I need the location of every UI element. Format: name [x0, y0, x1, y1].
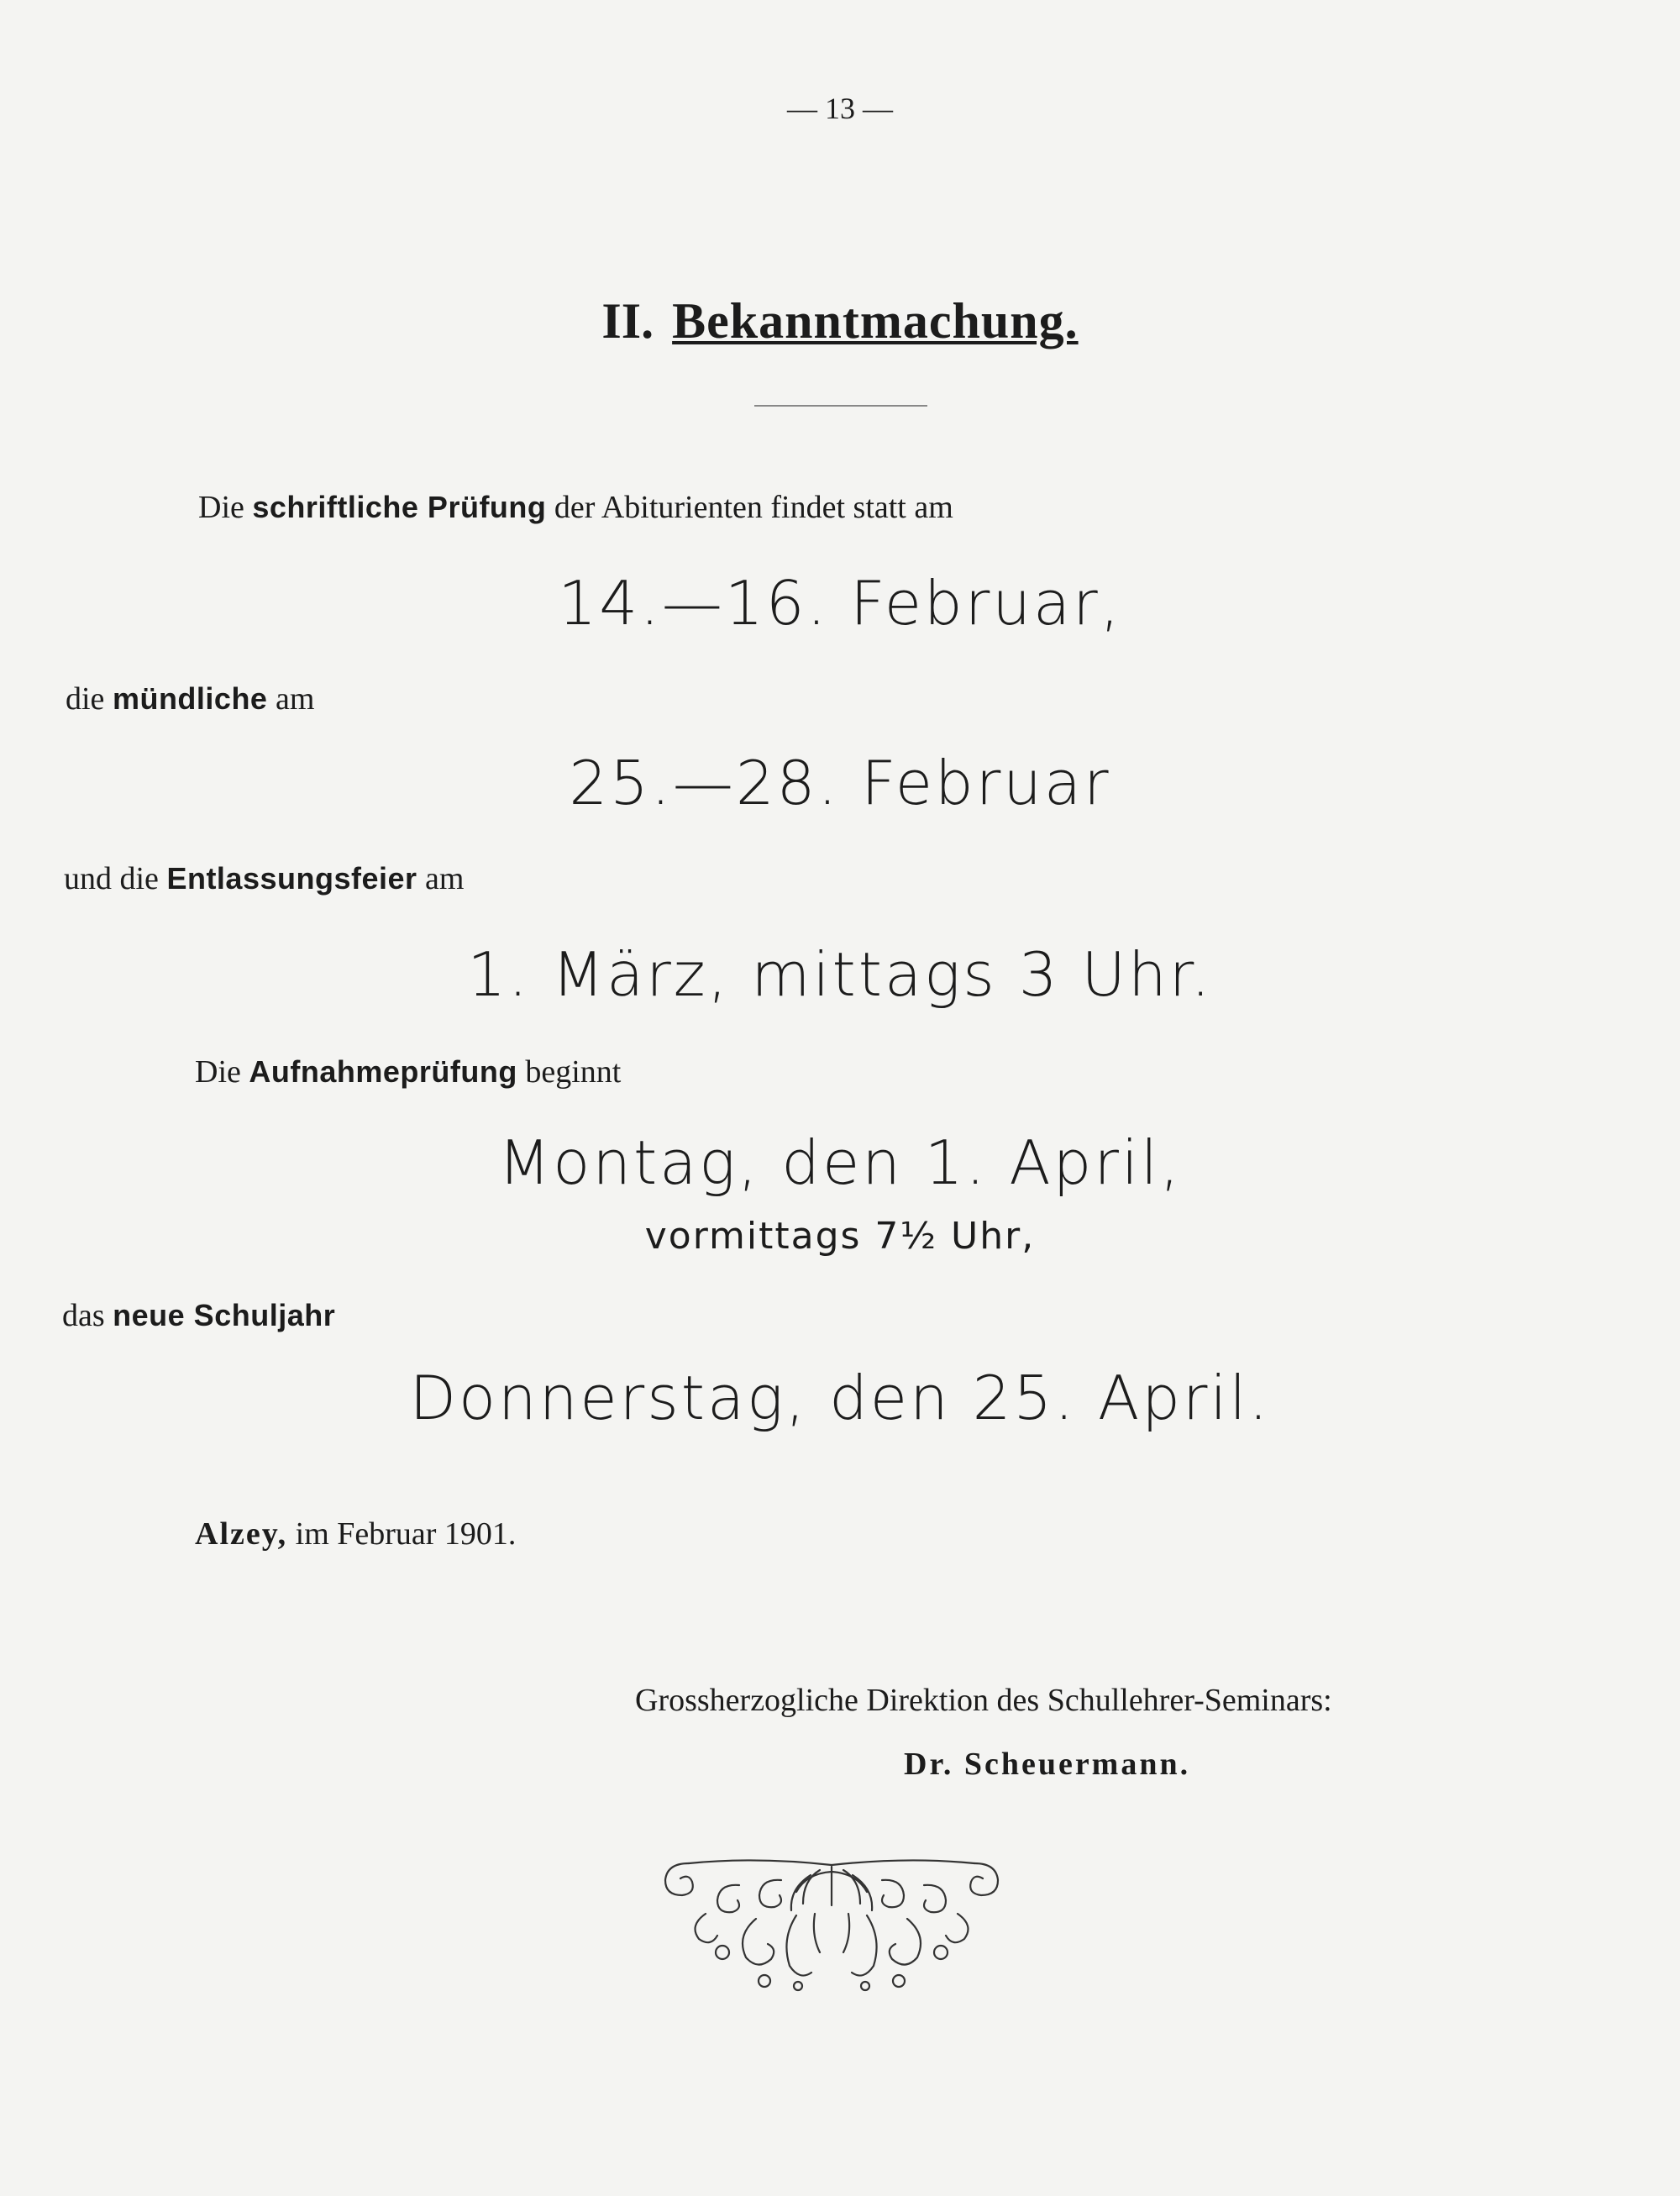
entrance-exam-time: vormittags 7½ Uhr,: [644, 1215, 1036, 1258]
written-exam-bold: schriftliche Prüfung: [252, 490, 547, 524]
heading-numeral: II.: [601, 293, 654, 349]
issue-date: im Februar 1901.: [295, 1516, 517, 1552]
farewell-bold: Entlassungsfeier: [166, 861, 417, 896]
oral-exam-pre: die: [66, 681, 105, 717]
written-exam-pre: Die: [198, 490, 244, 525]
farewell-post: am: [425, 861, 465, 896]
place-name: Alzey,: [195, 1516, 288, 1552]
decorative-ornament-icon: [655, 1855, 1008, 1998]
school-year-line: [62, 1297, 335, 1334]
oral-exam-date: 25.—28. Februar: [569, 748, 1111, 818]
school-year-pre: das: [62, 1298, 105, 1333]
heading-title: Bekanntmachung.: [672, 293, 1079, 349]
entrance-exam-date: Montag, den 1. April,: [498, 1127, 1182, 1198]
entrance-exam-post: beginnt: [525, 1054, 622, 1090]
page-heading: [0, 292, 1680, 350]
school-year-date: Donnerstag, den 25. April.: [409, 1363, 1271, 1433]
issuing-authority: Grossherzogliche Direktion des Schullehrer-Seminars:: [635, 1683, 1332, 1718]
place-and-date: [195, 1516, 516, 1552]
oral-exam-bold: mündliche: [112, 681, 268, 716]
page-number: — 13 —: [787, 92, 893, 125]
signature-name: Dr. Scheuermann.: [904, 1747, 1191, 1782]
entrance-exam-pre: Die: [195, 1054, 241, 1090]
entrance-exam-line: [195, 1053, 621, 1090]
farewell-pre: und die: [64, 861, 159, 896]
written-exam-line: [198, 489, 953, 526]
heading-divider: [754, 405, 927, 407]
farewell-line: [64, 860, 464, 897]
oral-exam-post: am: [275, 681, 315, 717]
school-year-bold: neue Schuljahr: [113, 1298, 336, 1332]
written-exam-date: 14.—16. Februar,: [558, 568, 1122, 638]
entrance-exam-bold: Aufnahmeprüfung: [249, 1054, 517, 1089]
oral-exam-line: [66, 680, 314, 717]
written-exam-post: der Abiturienten findet statt am: [554, 490, 953, 525]
farewell-date: 1. März, mittags 3 Uhr.: [467, 939, 1213, 1010]
